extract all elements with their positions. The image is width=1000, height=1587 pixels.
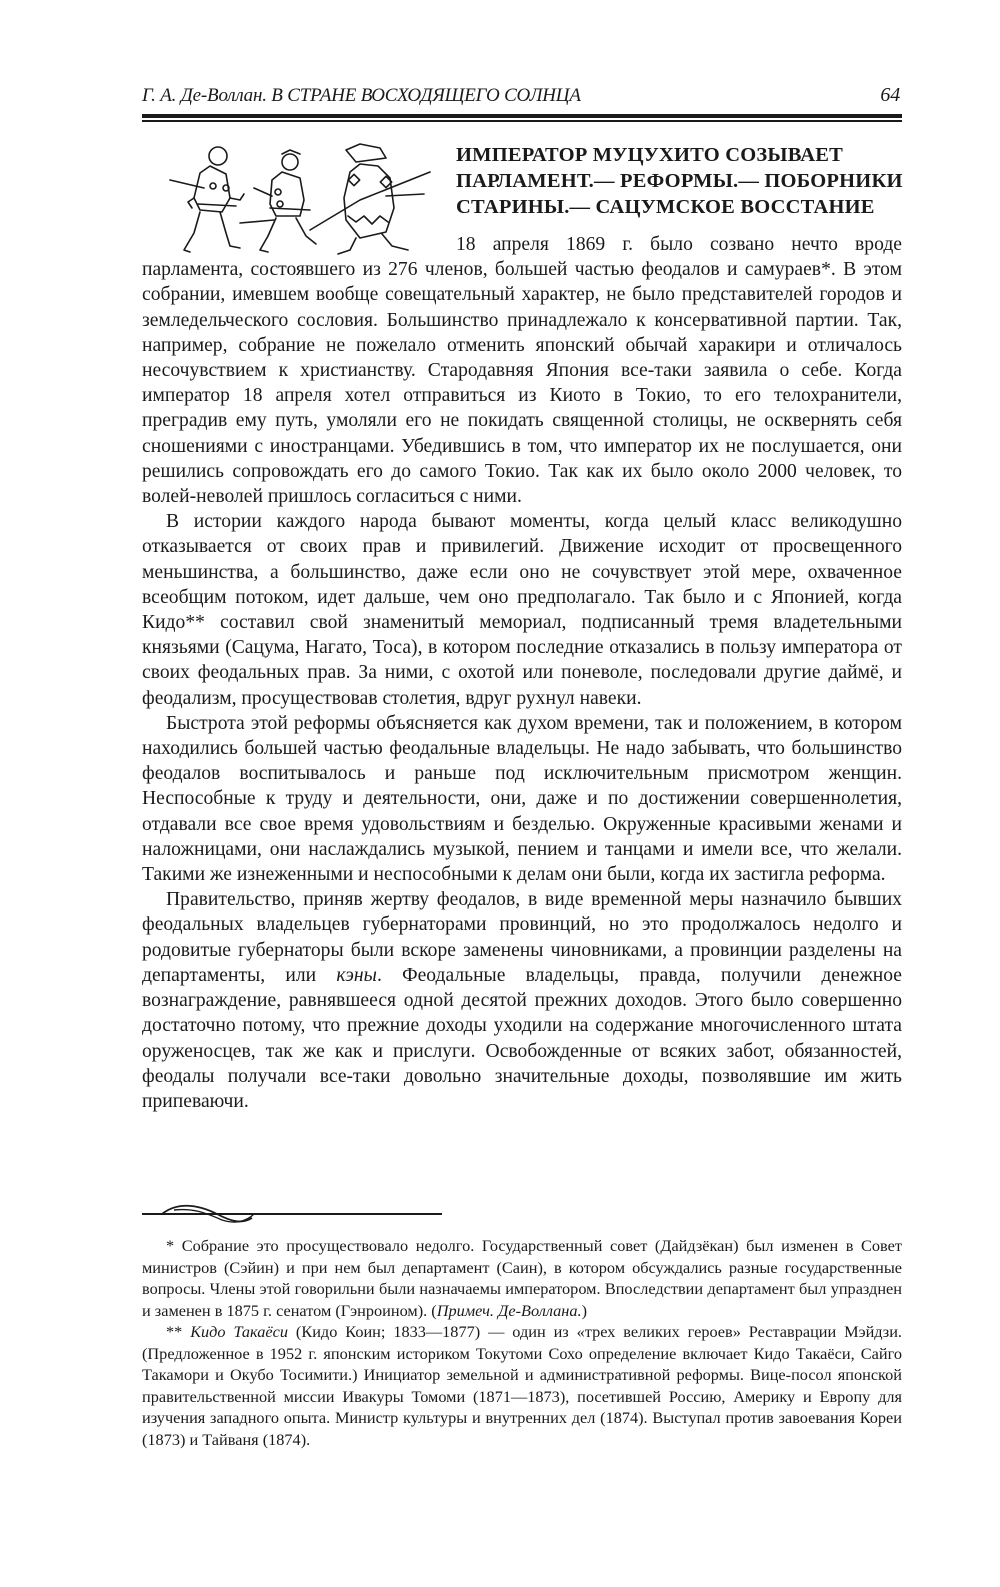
paragraph-text: . Феодальные владельцы, правда, получили денежное вознаграждение, равнявшееся одной десятой прежних доходов. Этого было совершенно достаточно потому, что прежние доходы уходили на содержание многочисленного штата оруженосцев, так же как и прислуги. Освобожденные от всяких забот, обязанностей, феодалы получали все-таки довольно значительные доходы, позволявшие им жить припеваючи.: [142, 964, 902, 1112]
chapter-title: [456, 142, 906, 220]
header-rule-thin: [142, 120, 902, 122]
italic-term: кэны: [336, 964, 377, 986]
footnote-text: (Кидо Коин; 1833—1877) — один из «трех великих героев» Реставрации Мэйдзи. (Предложенное в 1952 г. японским историком Токутоми Сохо определение включает Кидо Такаёси, Сайго Такамори и Окубо Тосимити.) Инициатор земельной и административной реформы. Вице-посол японской правительственной миссии Ивакуры Томоми (1871—1873), посетившей Россию, Америку и Европу для изучения западного опыта. Министр культуры и внутренних дел (1874). Выступал против завоевания Кореи (1873) и Тайваня (1874).: [142, 1322, 903, 1449]
paragraph-text: 18 апреля 1869 г. было созвано нечто вроде парламента, состоявшего из 276 членов, большей частью феодалов и самураев*. В этом собрании, имевшем вообще совещательный характер, не было представителей городов и земледельческого сословия. Большинство принадлежало к консервативной партии. Так, например, собрание не пожелало отменить японский обычай харакири и отличалось несочувствием к христианству. Стародавняя Япония все-таки заявила о себе. Когда император 18 апреля хотел отправиться из Киото в Токио, то его телохранители, преградив ему путь, умоляли его не покидать священной столицы, не осквернять себя сношениями с иностранцами. Убедившись в том, что император их не послушается, они решились сопровождать его до самого Токио. Так как их было около 2000 человек, то волей-неволей пришлось согласиться с ними.: [142, 234, 902, 508]
footnote-text: * Собрание это просуществовало недолго. Государственный совет (Дайдзёкан) был изменен в Совет министров (Сэйин) и при нем был департамент (Саин), в котором обсуждались разные государственные вопросы. Члены этой говорильни были назначаемы императором. Впоследствии департамент был упразднен и заменен в 1875 г. сенатом (Гэнроином). (: [142, 1236, 902, 1320]
page-number: 64: [880, 84, 900, 106]
chapter-title-line: СТАРИНЫ.— САЦУМСКОЕ ВОССТАНИЕ: [456, 196, 875, 218]
footnote-1: [142, 1235, 902, 1321]
body-text: [142, 232, 902, 1114]
footnote-separator-flourish-icon: [142, 1200, 442, 1230]
paragraph: [142, 232, 902, 509]
paragraph-text: Правительство, приняв жертву феодалов, в виде временной меры назначило бывших феодальных владельцев губернаторами провинций, но это продолжалось недолго и родовитые губернаторы были вскоре заменены чиновниками, а провинции разделены на департаменты, или: [142, 889, 902, 986]
footnote-text: ): [581, 1300, 587, 1320]
paragraph: В истории каждого народа бывают моменты, когда целый класс великодушно отказывается от своих прав и привилегий. Движение исходит от просвещенного меньшинства, а большинство, даже если оно не сочувствует этой мере, охваченное всеобщим потоком, идет дальше, чем оно предполагало. Так было и с Японией, когда Кидо** составил свой знаменитый мемориал, подписанный тремя владетельными князьями (Сацума, Нагато, Тоса), в котором последние отказались в пользу императора от своих феодальных прав. За ними, с охотой или поневоле, последовали другие даймё, и феодализм, просуществовав столетия, вдруг рухнул навеки.: [142, 511, 902, 709]
chapter-title-line: ИМПЕРАТОР МУЦУХИТО СОЗЫВАЕТ: [456, 144, 844, 166]
footnotes: [142, 1235, 902, 1450]
chapter-title-line: ПАРЛАМЕНТ.— РЕФОРМЫ.— ПОБОРНИКИ: [456, 170, 903, 192]
footnote-marker: **: [166, 1322, 191, 1341]
footnote-attribution: Примеч. Де-Воллана.: [436, 1300, 582, 1320]
header-rule-thick: [142, 114, 902, 118]
paragraph: [142, 887, 902, 1114]
paragraph: Быстрота этой реформы объясняется как духом времени, так и положением, в котором находились большей частью феодальные владельцы. Не надо забывать, что большинство феодалов воспитывалось и раньше под исключительным присмотром женщин. Неспособные к труду и деятельности, они, даже и по достижении совершеннолетия, отдавали все свое время удовольствиям и безделью. Окруженные красивыми женами и наложницами, они наслаждались музыкой, пением и танцами и имели все, что желали. Такими же изнеженными и неспособными к делам они были, когда их застигла реформа.: [142, 712, 902, 886]
footnote-2: [142, 1321, 902, 1450]
running-head: [142, 84, 900, 107]
footnote-name: Кидо Такаёси: [190, 1322, 289, 1341]
running-title: Г. А. Де-Воллан. В СТРАНЕ ВОСХОДЯЩЕГО СОЛНЦА: [142, 85, 581, 106]
